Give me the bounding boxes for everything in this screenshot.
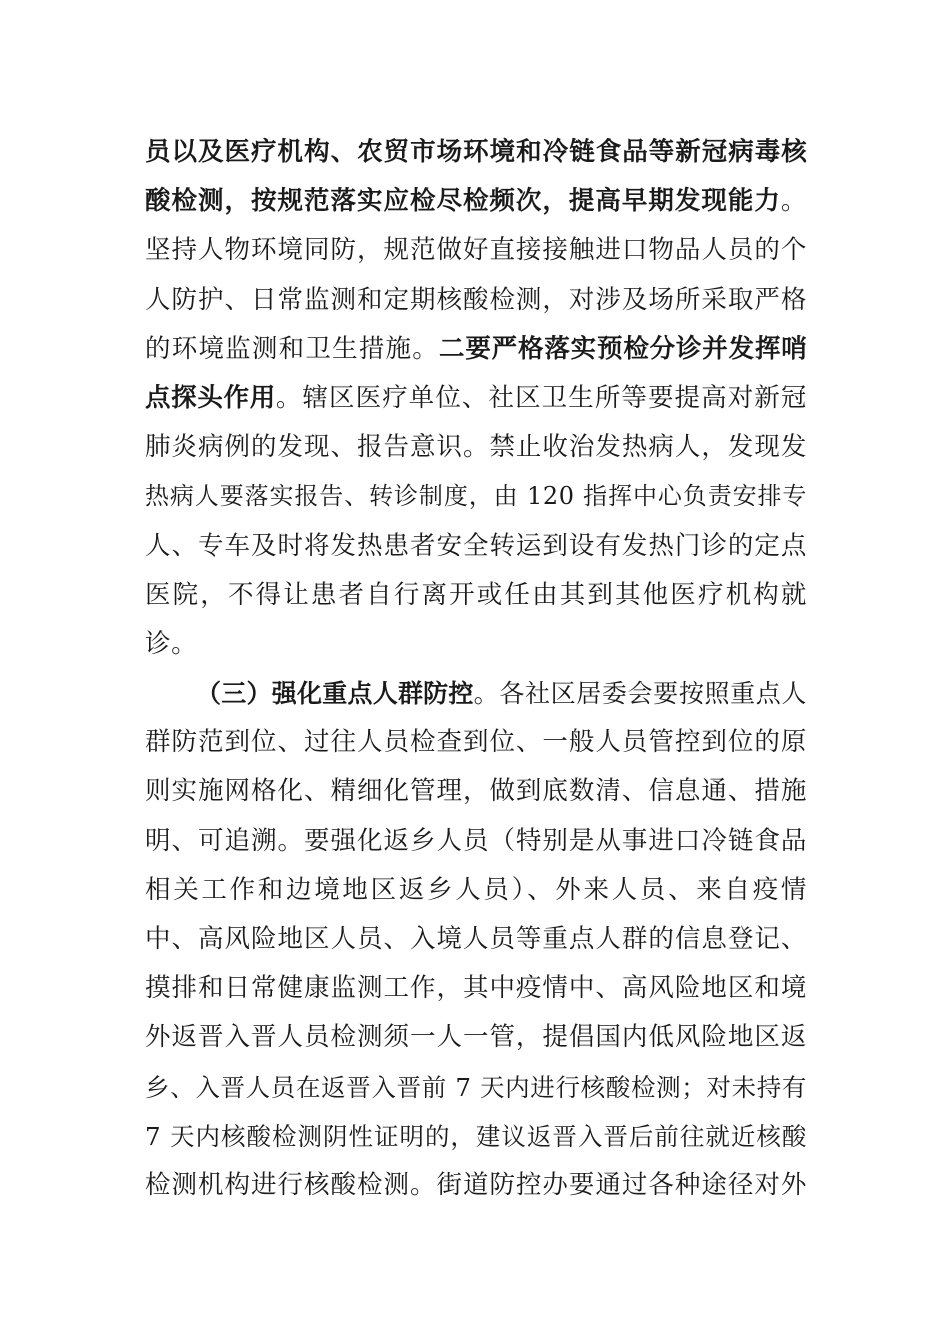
bold-text-segment: 二要严格落实预检分诊并发挥哨 bbox=[439, 333, 807, 364]
text-line bbox=[145, 374, 807, 423]
text-segment: 则实施网格化、精细化管理，做到底数清、信息通、措施 bbox=[145, 776, 807, 807]
text-segment: 检测机构进行核酸检测。街道防控办要通过各种途径对外 bbox=[145, 1169, 807, 1200]
text-line bbox=[145, 325, 807, 374]
text-segment: 摸排和日常健康监测工作，其中疫情中、高风险地区和境 bbox=[145, 973, 807, 1004]
text-segment: 。辖区医疗单位、社区卫生所等要提高对新冠 bbox=[275, 382, 807, 413]
text-segment: 。 bbox=[780, 186, 807, 217]
text-line bbox=[145, 915, 807, 964]
text-line bbox=[145, 718, 807, 767]
text-segment: 外返晋入晋人员检测须一人一管，提倡国内低风险地区返 bbox=[145, 1022, 807, 1053]
text-segment: 热病人要落实报告、转诊制度，由 120 指挥中心负责安排专 bbox=[145, 482, 807, 511]
text-line bbox=[145, 522, 807, 571]
bold-text-segment: 酸检测，按规范落实应检尽检频次，提高早期发现能力 bbox=[145, 186, 781, 217]
text-segment: 7 天内核酸检测阴性证明的，建议返晋入晋后前往就近核酸 bbox=[145, 1121, 807, 1151]
text-segment: 坚持人物环境同防，规范做好直接接触进口物品人员的个 bbox=[145, 235, 807, 266]
text-segment: 群防范到位、过往人员检查到位、一般人员管控到位的原 bbox=[145, 727, 807, 758]
text-segment: 医院，不得让患者自行离开或任由其到其他医疗机构就 bbox=[145, 579, 807, 610]
bold-text-segment: 员以及医疗机构、农贸市场环境和冷链食品等新冠病毒核 bbox=[145, 137, 807, 167]
text-segment: 相关工作和边境地区返乡人员）、外来人员、来自疫情 bbox=[145, 874, 807, 905]
text-line bbox=[145, 1063, 807, 1112]
text-line bbox=[145, 767, 807, 816]
text-segment: 的环境监测和卫生措施。 bbox=[145, 333, 440, 364]
body-text bbox=[145, 128, 807, 1210]
bold-text-segment: 点探头作用 bbox=[145, 382, 276, 413]
text-segment: 。各社区居委会要按照重点人 bbox=[473, 679, 807, 709]
bold-text-segment: （三）强化重点人群防控 bbox=[196, 679, 474, 709]
text-segment: 中、高风险地区人员、入境人员等重点人群的信息登记、 bbox=[145, 924, 807, 954]
text-line bbox=[145, 423, 807, 472]
text-line bbox=[145, 571, 807, 620]
text-line bbox=[145, 669, 807, 718]
text-line bbox=[145, 128, 807, 177]
text-line bbox=[145, 1161, 807, 1210]
text-line bbox=[145, 1112, 807, 1161]
text-segment: 诊。 bbox=[145, 628, 198, 659]
text-line bbox=[145, 817, 807, 866]
text-segment: 明、可追溯。要强化返乡人员（特别是从事进口冷链食品 bbox=[145, 825, 807, 856]
text-line bbox=[145, 620, 807, 669]
text-line bbox=[145, 226, 807, 275]
text-segment: 乡、入晋人员在返晋入晋前 7 天内进行核酸检测；对未持有 bbox=[145, 1072, 807, 1102]
text-line bbox=[145, 177, 807, 226]
text-segment: 人、专车及时将发热患者安全转运到设有发热门诊的定点 bbox=[145, 530, 807, 561]
text-line bbox=[145, 276, 807, 325]
text-segment: 肺炎病例的发现、报告意识。禁止收治发热病人，发现发 bbox=[145, 432, 807, 463]
text-line bbox=[145, 472, 807, 521]
text-segment: 人防护、日常监测和定期核酸检测，对涉及场所采取严格 bbox=[145, 284, 807, 315]
text-line bbox=[145, 866, 807, 915]
text-line bbox=[145, 964, 807, 1013]
text-line bbox=[145, 1013, 807, 1062]
